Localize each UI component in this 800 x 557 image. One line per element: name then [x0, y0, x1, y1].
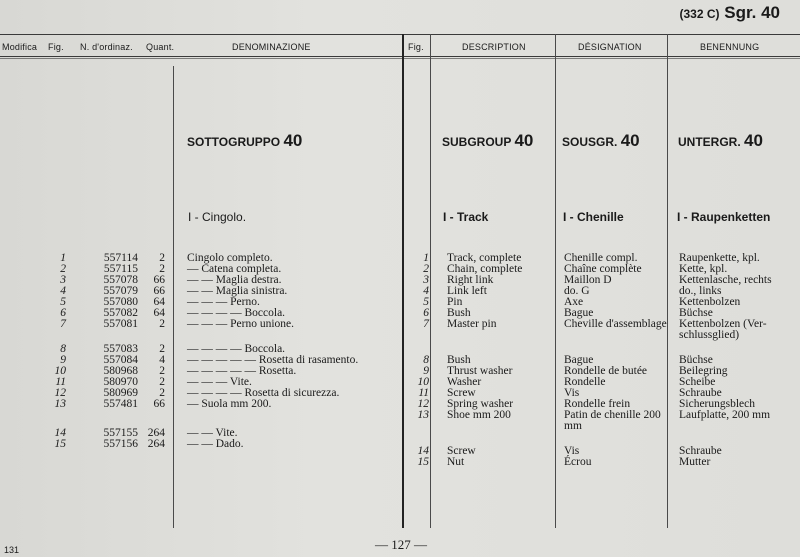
description-text: Spring washer [447, 398, 514, 410]
description-text: Bush [447, 354, 471, 366]
description-text: Washer [447, 376, 482, 388]
col-description: DESCRIPTION [462, 42, 526, 52]
fig-number: 7 [60, 318, 66, 330]
designation-text: Chaîne complète [564, 263, 642, 275]
benennung-text: Büchse [679, 354, 713, 366]
header-group: Sgr. 40 [724, 3, 780, 22]
description-text: Bush [447, 307, 471, 319]
subgroup-fr-label: SOUSGR. [562, 135, 618, 149]
order-number: 557481 [103, 398, 138, 410]
denominazione-text: — — — — Rosetta di sicurezza. [187, 387, 340, 399]
section-de: I - Raupenketten [677, 210, 771, 224]
fig-number: 2 [60, 263, 66, 275]
subgroup-en-label: SUBGROUP [442, 135, 512, 149]
quantity: 2 [159, 263, 165, 275]
subgroup-de-num: 40 [744, 131, 763, 150]
designation-text: do. G [564, 285, 590, 297]
header-rule-2 [0, 58, 800, 59]
benennung-text: Büchse [679, 307, 713, 319]
designation-text: Chenille compl. [564, 252, 638, 264]
order-number: 557080 [103, 296, 138, 308]
designation-text: Rondelle frein [564, 398, 631, 410]
fig-number: 9 [60, 354, 66, 366]
subgroup-fr-num: 40 [620, 131, 640, 150]
denominazione-text: — — — — Boccola. [187, 343, 286, 355]
designation-text: Vis [564, 445, 580, 457]
section-en: I - Track [443, 210, 489, 224]
benennung-text: Kette, kpl. [679, 263, 728, 275]
denominazione-text: — — — — — Rosetta di rasamento. [187, 354, 359, 366]
col-quant: Quant. [146, 42, 175, 52]
subgroup-de [678, 131, 763, 151]
denominazione-text: — — — — — Rosetta. [187, 365, 297, 377]
denominazione-text: — — Vite. [187, 427, 238, 439]
designation-text: Vis [564, 387, 580, 399]
col-divider-3 [555, 34, 556, 528]
subgroup-en-num: 40 [514, 131, 534, 150]
denominazione-text: — Catena completa. [187, 263, 282, 275]
benennung-text: Mutter [679, 456, 711, 468]
quantity: 2 [159, 318, 165, 330]
quantity: 66 [153, 398, 165, 410]
order-number: 557114 [103, 252, 138, 264]
denominazione-text: — — — Perno. [187, 296, 260, 308]
page-number: — 127 — [375, 537, 427, 552]
col-divider-main [402, 34, 404, 528]
benennung-text: Sicherungsblech [679, 398, 756, 410]
col-benennung: BENENNUNG [700, 42, 760, 52]
header-code: (332 C) [679, 7, 720, 21]
fig-number-2: 5 [423, 296, 429, 308]
fig-number-2: 14 [417, 445, 429, 457]
designation-text: Bague [564, 307, 594, 319]
benennung-text: schlussglied) [679, 329, 740, 341]
denominazione-text: — — Maglia sinistra. [187, 285, 288, 297]
col-denominazione: DENOMINAZIONE [232, 42, 311, 52]
col-divider-1 [173, 66, 174, 528]
description-text: Pin [447, 296, 463, 308]
fig-number-2: 6 [423, 307, 429, 319]
benennung-text: Laufplatte, 200 mm [679, 409, 771, 421]
col-fig: Fig. [48, 42, 64, 52]
order-number: 557084 [103, 354, 138, 366]
order-number: 557155 [103, 427, 138, 439]
fig-number: 12 [54, 387, 66, 399]
denominazione-text: — — — Perno unione. [187, 318, 295, 330]
subgroup-it-num: 40 [283, 131, 303, 150]
col-designation: DÉSIGNATION [578, 42, 642, 52]
fig-number: 13 [54, 398, 66, 410]
designation-text: Rondelle de butée [564, 365, 648, 377]
col-divider-4 [667, 34, 668, 528]
quantity: 264 [147, 438, 165, 450]
designation-text: Écrou [564, 456, 592, 468]
fig-number: 11 [55, 376, 66, 388]
subgroup-it [187, 131, 302, 151]
quantity: 2 [159, 376, 165, 388]
fig-number: 5 [60, 296, 66, 308]
order-number: 557082 [103, 307, 138, 319]
fig-number: 14 [54, 427, 66, 439]
quantity: 66 [153, 274, 165, 286]
fig-number: 1 [60, 252, 66, 264]
quantity: 64 [153, 307, 165, 319]
benennung-text: Raupenkette, kpl. [679, 252, 760, 264]
header-rule [0, 56, 800, 57]
order-number: 557081 [103, 318, 138, 330]
denominazione-text: Cingolo completo. [187, 252, 273, 264]
side-number: 131 [4, 545, 20, 555]
col-fig-2: Fig. [408, 42, 424, 52]
fig-number-2: 8 [423, 354, 429, 366]
fig-number: 6 [60, 307, 66, 319]
fig-number-2: 3 [423, 274, 429, 286]
denominazione-text: — — — Vite. [187, 376, 252, 388]
subgroup-en [442, 131, 533, 151]
fig-number-2: 1 [423, 252, 429, 264]
designation-text: Rondelle [564, 376, 606, 388]
top-rule [0, 34, 800, 35]
order-number: 580970 [103, 376, 138, 388]
description-text: Screw [447, 445, 476, 457]
quantity: 2 [159, 252, 165, 264]
description-text: Track, complete [447, 252, 522, 264]
benennung-text: Scheibe [679, 376, 716, 388]
order-number: 580969 [103, 387, 138, 399]
fig-number-2: 11 [418, 387, 429, 399]
subgroup-de-label: UNTERGR. [678, 135, 741, 149]
order-number: 557115 [103, 263, 138, 275]
benennung-text: Schraube [679, 387, 722, 399]
quantity: 64 [153, 296, 165, 308]
quantity: 66 [153, 285, 165, 297]
benennung-text: Kettenbolzen (Ver- [679, 318, 767, 330]
fig-number: 8 [60, 343, 66, 355]
denominazione-text: — — — — Boccola. [187, 307, 286, 319]
benennung-text: Kettenbolzen [679, 296, 741, 308]
designation-text: mm [564, 420, 582, 432]
order-number: 557156 [103, 438, 138, 450]
fig-number-2: 10 [417, 376, 429, 388]
fig-number: 10 [54, 365, 66, 377]
quantity: 2 [159, 365, 165, 377]
subgroup-fr [562, 131, 640, 151]
col-n-ordinaz: N. d'ordinaz. [80, 42, 133, 52]
description-text: Screw [447, 387, 476, 399]
description-text: Master pin [447, 318, 497, 330]
order-number: 557079 [103, 285, 138, 297]
benennung-text: Beilegring [679, 365, 728, 377]
col-divider-2 [430, 34, 431, 528]
benennung-text: Schraube [679, 445, 722, 457]
fig-number-2: 4 [423, 285, 429, 297]
fig-number: 15 [54, 438, 66, 450]
description-text: Chain, complete [447, 263, 523, 275]
fig-number-2: 7 [423, 318, 429, 330]
fig-number-2: 15 [417, 456, 429, 468]
fig-number: 4 [60, 285, 66, 297]
fig-number-2: 9 [423, 365, 429, 377]
order-number: 580968 [103, 365, 138, 377]
fig-number: 3 [60, 274, 66, 286]
quantity: 4 [159, 354, 165, 366]
designation-text: Axe [564, 296, 584, 308]
description-text: Link left [447, 285, 487, 297]
fig-number-2: 12 [417, 398, 429, 410]
subgroup-it-label: SOTTOGRUPPO [187, 135, 281, 149]
denominazione-text: — — Dado. [187, 438, 244, 450]
denominazione-text: — Suola mm 200. [187, 398, 272, 410]
fig-number-2: 2 [423, 263, 429, 275]
description-text: Thrust washer [447, 365, 513, 377]
designation-text: Bague [564, 354, 594, 366]
section-fr: I - Chenille [563, 210, 624, 224]
quantity: 2 [159, 387, 165, 399]
fig-number-2: 13 [417, 409, 429, 421]
denominazione-text: — — Maglia destra. [187, 274, 282, 286]
designation-text: Patin de chenille 200 [564, 409, 661, 421]
quantity: 264 [147, 427, 165, 439]
col-modifica: Modifica [2, 42, 38, 52]
designation-text: Cheville d'assemblage [564, 318, 667, 330]
order-number: 557083 [103, 343, 138, 355]
benennung-text: do., links [679, 285, 722, 297]
page-header [679, 3, 780, 23]
order-number: 557078 [103, 274, 138, 286]
description-text: Shoe mm 200 [447, 409, 511, 421]
designation-text: Maillon D [564, 274, 612, 286]
description-text: Nut [447, 456, 465, 468]
description-text: Right link [447, 274, 494, 286]
section-it: I - Cingolo. [188, 210, 247, 224]
benennung-text: Kettenlasche, rechts [679, 274, 772, 286]
quantity: 2 [159, 343, 165, 355]
